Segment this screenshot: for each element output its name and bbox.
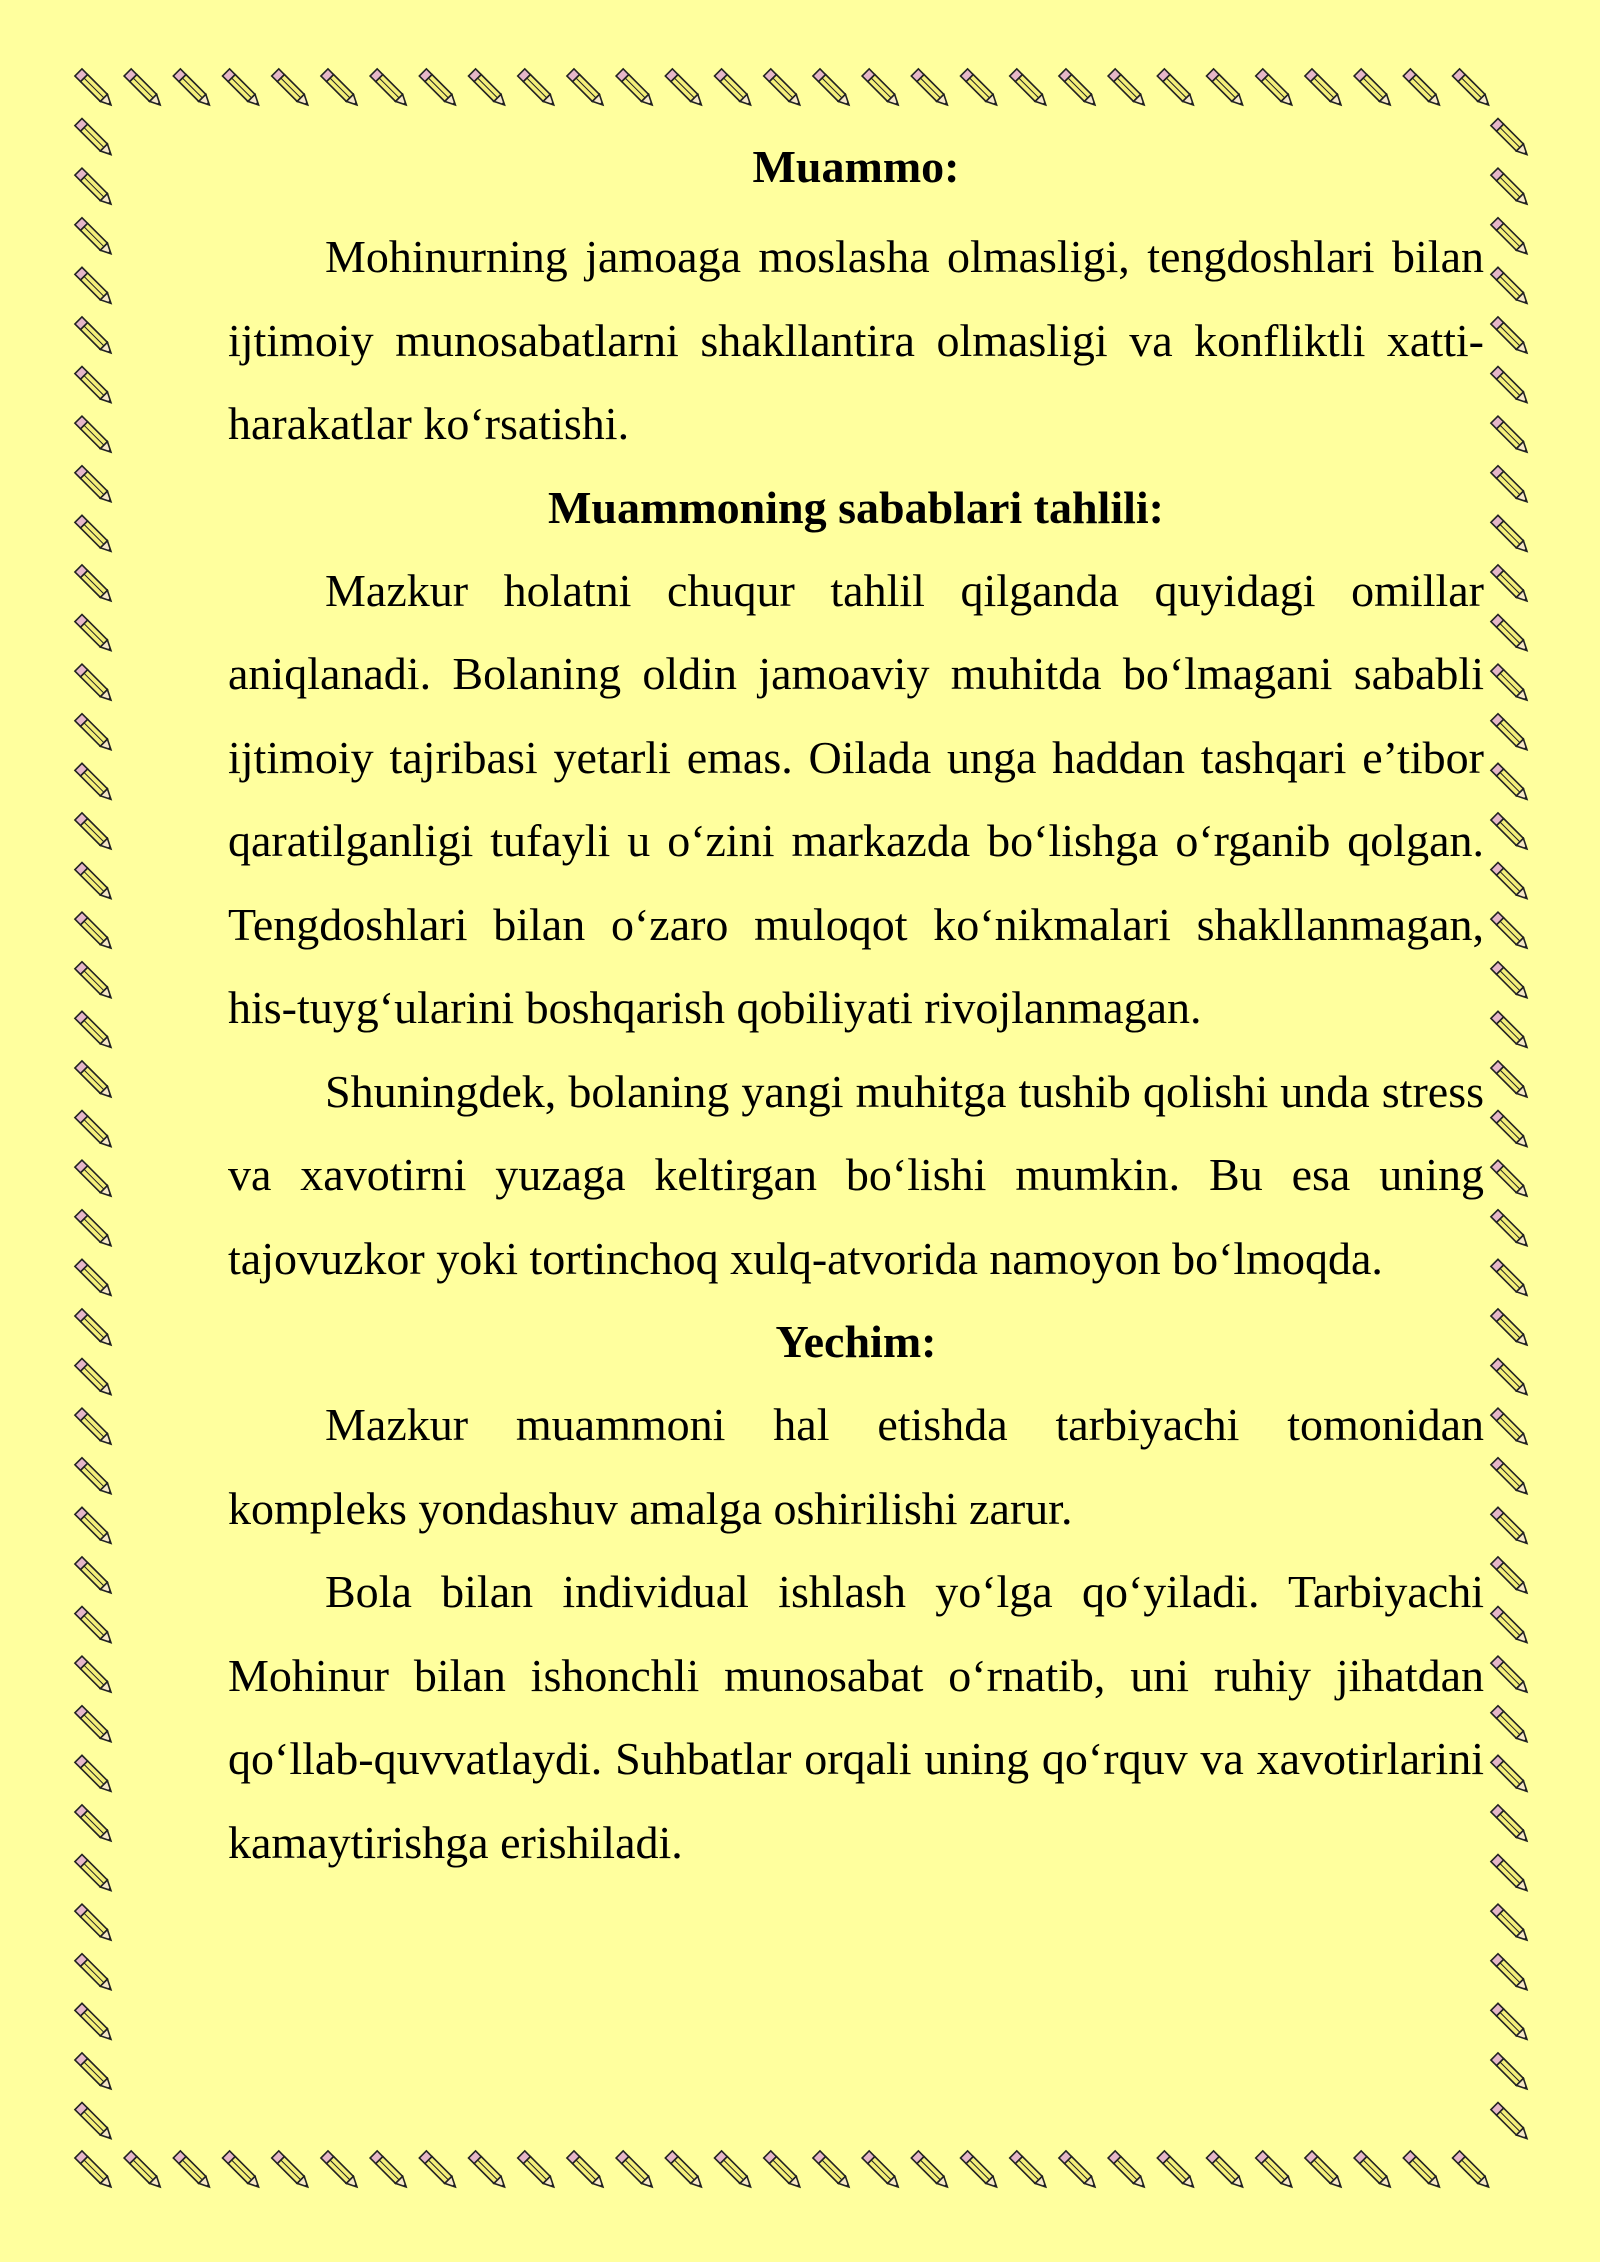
- pencil-icon: [1491, 1061, 1531, 1101]
- pencil-icon: [1491, 763, 1531, 803]
- pencil-icon: [1491, 1607, 1531, 1647]
- causes-paragraph-2: Shuningdek, bolaning yangi muhitga tushib qolishi unda stress va xavotirni yuzaga keltirgan bo‘lishi mumkin. Bu esa uning tajovuzkor yoki tortinchoq xulq-atvorida namoyon bo‘lmoqda.: [228, 1065, 1484, 1284]
- pencil-icon: [1491, 1309, 1531, 1349]
- pencil-icon: [75, 1805, 115, 1845]
- pencil-icon: [1491, 1805, 1531, 1845]
- pencil-icon: [321, 69, 361, 109]
- pencil-icon: [1207, 69, 1247, 109]
- pencil-icon: [1491, 1259, 1531, 1299]
- pencil-icon: [1491, 168, 1531, 208]
- pencil-icon: [1491, 1706, 1531, 1746]
- pencil-icon: [1403, 2151, 1443, 2191]
- pencil-icon: [567, 2151, 607, 2191]
- pencil-icon: [1354, 69, 1394, 109]
- pencil-icon: [1491, 565, 1531, 605]
- pencil-icon: [665, 69, 705, 109]
- pencil-icon: [75, 1160, 115, 1200]
- pencil-icon: [715, 69, 755, 109]
- solution-paragraph-1: Mazkur muammoni hal etishda tarbiyachi tomonidan kompleks yondashuv amalga oshirilishi zarur.: [228, 1399, 1484, 1534]
- pencil-icon: [1491, 367, 1531, 407]
- pencil-icon: [1491, 1855, 1531, 1895]
- pencil-icon: [75, 1309, 115, 1349]
- pencil-icon: [1491, 912, 1531, 952]
- pencil-icon: [1491, 615, 1531, 655]
- pencil-icon: [1403, 69, 1443, 109]
- pencil-icon: [1491, 1111, 1531, 1151]
- pencil-icon: [862, 2151, 902, 2191]
- pencil-icon: [75, 912, 115, 952]
- pencil-icon: [75, 1011, 115, 1051]
- pencil-icon: [75, 1954, 115, 1994]
- pencil-icon: [1491, 1160, 1531, 1200]
- pencil-icon: [518, 2151, 558, 2191]
- pencil-icon: [1108, 69, 1148, 109]
- pencil-icon: [469, 2151, 509, 2191]
- pencil-icon: [1354, 2151, 1394, 2191]
- pencil-icon: [75, 1259, 115, 1299]
- pencil-icon: [1491, 664, 1531, 704]
- pencil-icon: [75, 1408, 115, 1448]
- pencil-icon: [665, 2151, 705, 2191]
- pencil-icon: [1491, 863, 1531, 903]
- pencil-icon: [75, 962, 115, 1002]
- pencil-icon: [1491, 515, 1531, 555]
- pencil-icon: [1207, 2151, 1247, 2191]
- pencil-icon: [1059, 2151, 1099, 2191]
- pencil-icon: [75, 1359, 115, 1399]
- pencil-icon: [173, 69, 213, 109]
- pencil-icon: [862, 69, 902, 109]
- pencil-icon: [272, 69, 312, 109]
- pencil-icon: [911, 69, 951, 109]
- pencil-icon: [1491, 1408, 1531, 1448]
- pencil-icon: [1491, 962, 1531, 1002]
- pencil-icon: [1491, 1656, 1531, 1696]
- pencil-icon: [75, 714, 115, 754]
- pencil-icon: [75, 1904, 115, 1944]
- pencil-icon: [223, 69, 263, 109]
- pencil-icon: [1491, 1011, 1531, 1051]
- pencil-icon: [1059, 69, 1099, 109]
- pencil-icon: [75, 168, 115, 208]
- pencil-icon: [1491, 119, 1531, 159]
- pencil-icon: [961, 69, 1001, 109]
- pencil-icon: [75, 69, 115, 109]
- pencil-icon: [75, 119, 115, 159]
- pencil-icon: [715, 2151, 755, 2191]
- pencil-icon: [1491, 2053, 1531, 2093]
- pencil-icon: [764, 69, 804, 109]
- pencil-icon: [75, 863, 115, 903]
- pencil-icon: [1305, 2151, 1345, 2191]
- pencil-icon: [1491, 714, 1531, 754]
- pencil-icon: [911, 2151, 951, 2191]
- pencil-icon: [469, 69, 509, 109]
- pencil-icon: [1491, 1458, 1531, 1498]
- pencil-icon: [419, 69, 459, 109]
- pencil-icon: [75, 466, 115, 506]
- pencil-icon: [1491, 1557, 1531, 1597]
- pencil-icon: [1491, 267, 1531, 307]
- pencil-icon: [1491, 1954, 1531, 1994]
- pencil-icon: [1491, 317, 1531, 357]
- problem-paragraph: Mohinurning jamoaga moslasha olmasligi, tengdoshlari bilan ijtimoiy munosabatlarni shakllantira olmasligi va konfliktli xatti-harakatlar ko‘rsatishi.: [228, 231, 1484, 449]
- pencil-icon: [223, 2151, 263, 2191]
- pencil-icon: [75, 615, 115, 655]
- pencil-icon: [1491, 466, 1531, 506]
- pencil-icon: [1453, 69, 1493, 109]
- pencil-icon: [1491, 2003, 1531, 2043]
- pencil-icon: [1157, 2151, 1197, 2191]
- pencil-icon: [75, 317, 115, 357]
- pencil-icon: [75, 267, 115, 307]
- pencil-icon: [75, 2053, 115, 2093]
- pencil-icon: [1010, 69, 1050, 109]
- causes-paragraph-1: Mazkur holatni chuqur tahlil qilganda quyidagi omillar aniqlanadi. Bolaning oldin jamoaviy muhitda bo‘lmagani sababli ijtimoiy tajribasi yetarli emas. Oilada unga haddan tashqari e’tibor qaratilganligi tufayli u o‘zini markazda bo‘lishga o‘rganib qolgan. Tengdoshlari bilan o‘zaro muloqot ko‘nikmalari shakllanmagan, his-tuyg‘ularini boshqarish qobiliyati rivojlanmagan.: [228, 564, 1484, 1033]
- pencil-icon: [75, 1210, 115, 1250]
- pencil-icon: [75, 1706, 115, 1746]
- pencil-icon: [1491, 1507, 1531, 1547]
- pencil-icon: [1491, 218, 1531, 258]
- pencil-icon: [1491, 2103, 1531, 2143]
- pencil-icon: [1491, 416, 1531, 456]
- pencil-icon: [75, 565, 115, 605]
- pencil-icon: [813, 69, 853, 109]
- pencil-icon: [567, 69, 607, 109]
- pencil-icon: [75, 1507, 115, 1547]
- pencil-icon: [124, 2151, 164, 2191]
- pencil-icon: [75, 218, 115, 258]
- pencil-icon: [1256, 2151, 1296, 2191]
- section-heading-causes: Muammoning sabablari tahlili:: [548, 481, 1164, 533]
- pencil-icon: [75, 1557, 115, 1597]
- pencil-icon: [75, 1607, 115, 1647]
- pencil-icon: [75, 1656, 115, 1696]
- pencil-icon: [1491, 1210, 1531, 1250]
- pencil-icon: [1256, 69, 1296, 109]
- pencil-icon: [75, 515, 115, 555]
- pencil-icon: [1491, 813, 1531, 853]
- pencil-icon: [1108, 2151, 1148, 2191]
- pencil-icon: [75, 813, 115, 853]
- pencil-icon: [75, 1755, 115, 1795]
- pencil-icon: [272, 2151, 312, 2191]
- pencil-icon: [518, 69, 558, 109]
- pencil-icon: [75, 416, 115, 456]
- pencil-icon: [173, 2151, 213, 2191]
- pencil-icon: [124, 69, 164, 109]
- pencil-icon: [75, 1855, 115, 1895]
- pencil-icon: [75, 763, 115, 803]
- pencil-icon: [1491, 1755, 1531, 1795]
- pencil-icon: [1010, 2151, 1050, 2191]
- pencil-icon: [75, 2103, 115, 2143]
- pencil-icon: [1305, 69, 1345, 109]
- pencil-icon: [1453, 2151, 1493, 2191]
- pencil-icon: [1157, 69, 1197, 109]
- pencil-icon: [75, 1061, 115, 1101]
- pencil-icon: [961, 2151, 1001, 2191]
- pencil-icon: [616, 2151, 656, 2191]
- section-heading-solution: Yechim:: [775, 1316, 937, 1367]
- pencil-icon: [75, 1111, 115, 1151]
- pencil-icon: [75, 664, 115, 704]
- section-heading-problem: Muammo:: [752, 141, 960, 192]
- pencil-icon: [616, 69, 656, 109]
- pencil-icon: [75, 2151, 115, 2191]
- pencil-icon: [321, 2151, 361, 2191]
- pencil-icon: [764, 2151, 804, 2191]
- pencil-icon: [370, 69, 410, 109]
- pencil-icon: [75, 367, 115, 407]
- pencil-icon: [75, 1458, 115, 1498]
- pencil-icon: [1491, 1904, 1531, 1944]
- pencil-icon: [419, 2151, 459, 2191]
- pencil-icon: [370, 2151, 410, 2191]
- pencil-icon: [1491, 1359, 1531, 1399]
- pencil-icon: [813, 2151, 853, 2191]
- document-body: [228, 141, 1484, 1884]
- pencil-icon: [75, 2003, 115, 2043]
- solution-paragraph-2: Bola bilan individual ishlash yo‘lga qo‘yiladi. Tarbiyachi Mohinur bilan ishonchli munosabat o‘rnatib, uni ruhiy jihatdan qo‘llab-quvvatlaydi. Suhbatlar orqali uning qo‘rquv va xavotirlarini kamaytirishga erishiladi.: [228, 1566, 1484, 1868]
